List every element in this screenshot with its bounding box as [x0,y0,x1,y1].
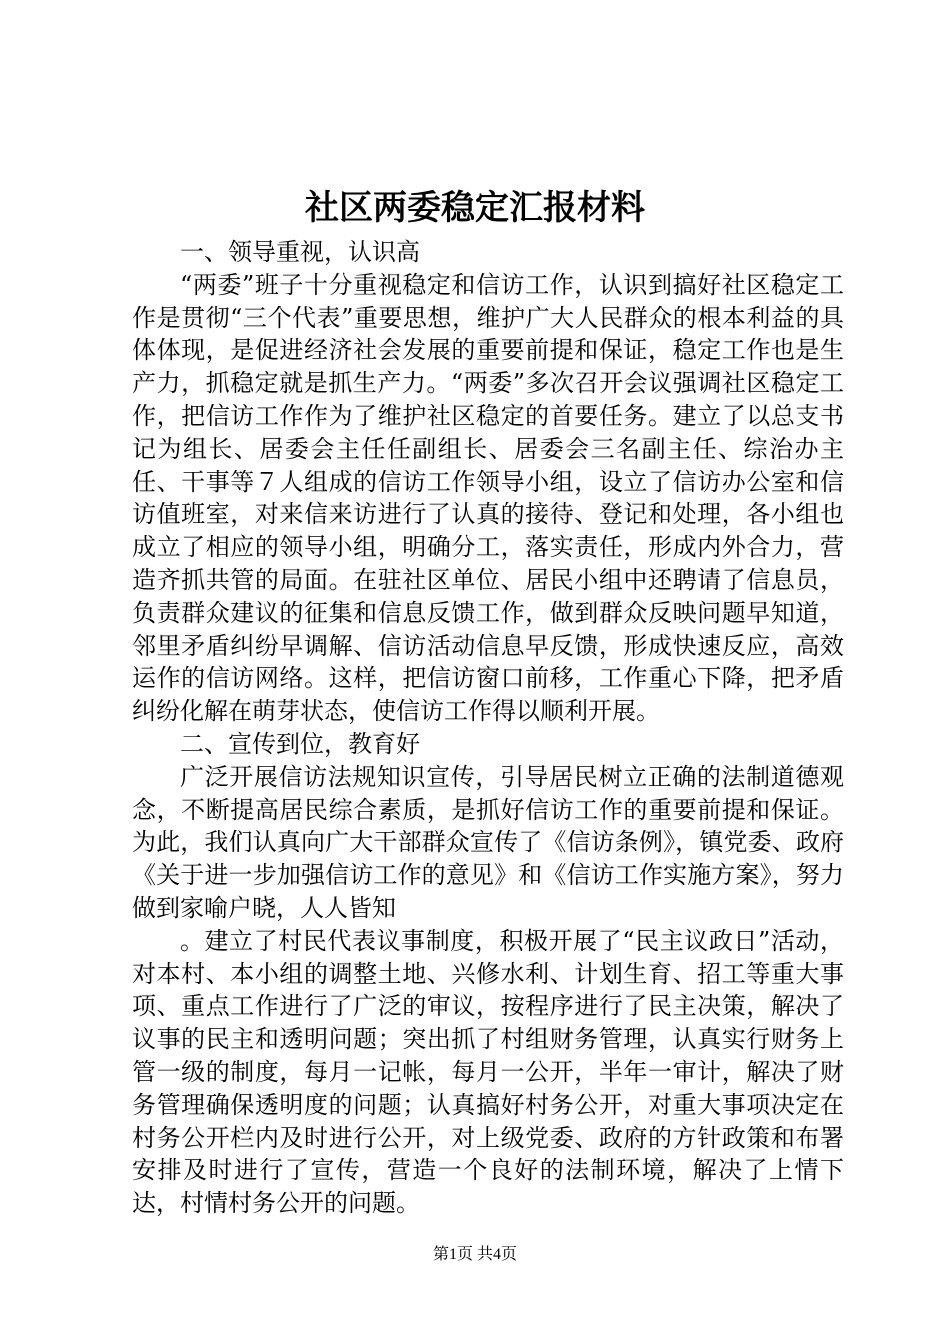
section-heading-2: 二、宣传到位，教育好 [180,729,420,758]
page-number-footer: 第1页 共4页 [432,1246,517,1263]
document-body [132,236,844,1220]
section-2-paragraph-2: 。建立了村民代表议事制度，积极开展了“民主议政日”活动，对本村、本小组的调整土地、兴修水利、计划生育、招工等重大事项、重点工作进行了广泛的审议，按程序进行了民主决策，解决了议事的民主和透明问题；突出抓了村组财务管理，认真实行财务上管一级的制度，每月一记帐，每月一公开，半年一审计，解决了财务管理确保透明度的问题；认真搞好村务公开，对重大事项决定在村务公开栏内及时进行公开，对上级党委、政府的方针政策和布署安排及时进行了宣传，营造一个良好的法制环境，解决了上情下达，村情村务公开的问题。 [132,926,844,1218]
section-1-paragraph-1: “两委”班子十分重视稳定和信访工作，认识到搞好社区稳定工作是贯彻“三个代表”重要思想，维护广大人民群众的根本利益的具体体现，是促进经济社会发展的重要前提和保证，稳定工作也是生产力，抓稳定就是抓生产力。“两委”多次召开会议强调社区稳定工作，把信访工作作为了维护社区稳定的首要任务。建立了以总支书记为组长、居委会主任任副组长、居委会三名副主任、综治办主任、干事等７人组成的信访工作领导小组，设立了信访办公室和信访值班室，对来信来访进行了认真的接待、登记和处理，各小组也成立了相应的领导小组，明确分工，落实责任，形成内外合力，营造齐抓共管的局面。在驻社区单位、居民小组中还聘请了信息员，负责群众建议的征集和信息反馈工作，做到群众反映问题早知道，邻里矛盾纠纷早调解、信访活动信息早反馈，形成快速反应，高效运作的信访网络。这样，把信访窗口前移，工作重心下降，把矛盾纠纷化解在萌芽状态，使信访工作得以顺利开展。 [132,270,844,726]
section-2-paragraph-1: 广泛开展信访法规知识宣传，引导居民树立正确的法制道德观念，不断提高居民综合素质，是抓好信访工作的重要前提和保证。为此，我们认真向广大干部群众宣传了《信访条例》，镇党委、政府《关于进一步加强信访工作的意见》和《信访工作实施方案》，努力做到家喻户晓，人人皆知 [132,762,844,922]
document-title: 社区两委稳定汇报材料 [305,188,645,228]
section-heading-1: 一、领导重视，认识高 [180,238,420,266]
